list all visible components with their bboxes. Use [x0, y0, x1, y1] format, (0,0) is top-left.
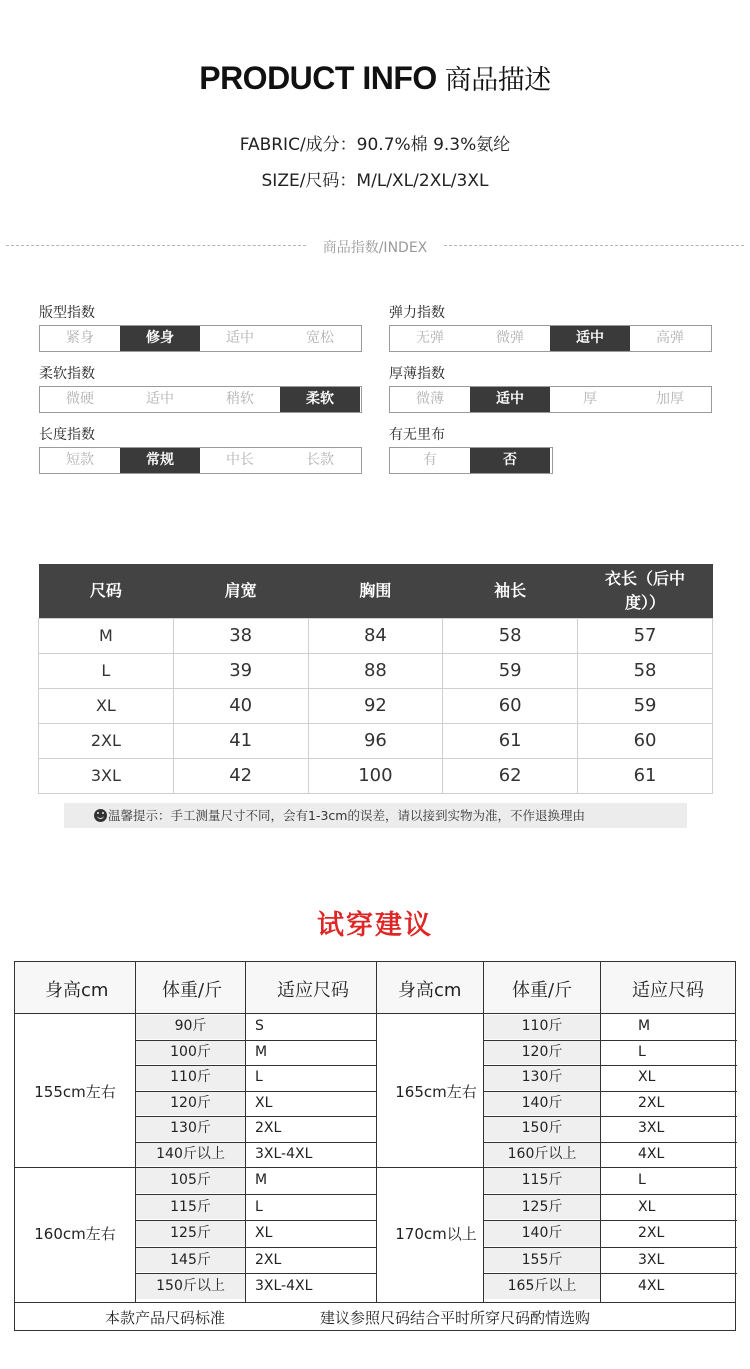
- rec-header-cell: 身高cm: [45, 980, 109, 1001]
- rec-size-cell: L: [638, 1172, 646, 1188]
- rec-weight-cell: 115斤: [136, 1195, 245, 1220]
- rec-row-line: [135, 1091, 376, 1092]
- rec-row-line: [135, 1116, 376, 1117]
- index-option: 适中: [146, 391, 174, 407]
- index-option: 微硬: [66, 391, 94, 407]
- page-title: [0, 58, 750, 97]
- size-table-row: [39, 653, 713, 688]
- size-table-cell: 84: [308, 618, 443, 653]
- product-info-header: [0, 58, 750, 97]
- index-label: 长度指数: [39, 427, 95, 443]
- rec-height-cell: 165cm左右: [395, 1082, 477, 1101]
- size-table-cell: M: [39, 618, 174, 653]
- index-option-selected: 否: [470, 448, 550, 473]
- size-table-cell: 100: [308, 758, 443, 793]
- measurement-tip: [64, 803, 687, 828]
- size-table-cell: 59: [578, 688, 713, 723]
- index-indicator: [39, 303, 362, 352]
- title-cn: 商品描述: [444, 65, 551, 96]
- index-option: 高弹: [656, 330, 684, 346]
- rec-header-cell: 体重/斤: [162, 980, 223, 1001]
- index-option: 无弹: [416, 330, 444, 346]
- size-table-cell: 62: [443, 758, 578, 793]
- index-label: 弹力指数: [389, 305, 445, 321]
- index-scale: [39, 386, 362, 413]
- size-table-cell: 60: [443, 688, 578, 723]
- rec-row-line: [483, 1065, 737, 1066]
- size-table-header: 胸围: [308, 564, 443, 618]
- rec-weight-cell: 105斤: [136, 1168, 245, 1193]
- rec-header-cell: 适应尺码: [277, 980, 349, 1001]
- rec-footer-right: 建议参照尺码结合平时所穿尺码酌情选购: [320, 1309, 591, 1327]
- try-on-title: 试穿建议: [317, 910, 433, 941]
- index-option: 稍软: [226, 391, 254, 407]
- size-table-row: [39, 688, 713, 723]
- rec-weight-cell: 110斤: [136, 1066, 245, 1090]
- rec-row-line: [135, 1247, 376, 1248]
- rec-row-line: [135, 1220, 376, 1221]
- size-table-cell: 2XL: [39, 723, 174, 758]
- rec-size-cell: M: [255, 1043, 268, 1060]
- rec-weight-cell: 90斤: [136, 1015, 245, 1039]
- index-scale: [389, 447, 553, 474]
- size-table-cell: 40: [173, 688, 308, 723]
- index-option: 中长: [226, 452, 254, 468]
- size-table-cell: 88: [308, 653, 443, 688]
- size-table-cell: 41: [173, 723, 308, 758]
- index-option: 微弹: [496, 330, 524, 346]
- index-option-selected: 柔软: [280, 387, 360, 412]
- rec-size-cell: 2XL: [255, 1120, 282, 1136]
- rec-column-line: [376, 962, 377, 1302]
- rec-weight-cell: 150斤: [484, 1117, 600, 1141]
- rec-column-line: [245, 962, 246, 1302]
- rec-weight-cell: 140斤以上: [136, 1143, 245, 1167]
- rec-size-cell: M: [255, 1172, 268, 1188]
- size-table-row: [39, 723, 713, 758]
- rec-row-line: [483, 1273, 737, 1274]
- index-option: 紧身: [66, 330, 94, 346]
- size-table-header: 肩宽: [173, 564, 308, 618]
- rec-size-cell: L: [255, 1069, 263, 1085]
- rec-size-cell: XL: [638, 1198, 656, 1215]
- rec-weight-cell: 150斤以上: [136, 1274, 245, 1299]
- index-scale: [39, 447, 362, 474]
- index-indicator: [389, 303, 712, 352]
- rec-size-cell: 2XL: [638, 1225, 665, 1241]
- rec-height-cell: 170cm以上: [395, 1225, 477, 1244]
- rec-size-cell: S: [255, 1018, 264, 1034]
- size-table: [38, 564, 713, 794]
- rec-size-cell: 3XL: [638, 1120, 665, 1136]
- rec-weight-cell: 140斤: [484, 1221, 600, 1246]
- size-table-header-row: [39, 564, 713, 618]
- rec-size-cell: L: [255, 1198, 263, 1215]
- size-table-cell: 57: [578, 618, 713, 653]
- index-option: 有: [423, 452, 437, 468]
- rec-size-cell: 3XL-4XL: [255, 1145, 313, 1162]
- rec-size-cell: M: [638, 1018, 651, 1034]
- rec-size-cell: 4XL: [638, 1278, 665, 1294]
- rec-row-line: [135, 1273, 376, 1274]
- rec-row-line: [135, 1194, 376, 1195]
- index-option: 宽松: [306, 330, 334, 346]
- index-option: 短款: [66, 452, 94, 468]
- index-option-selected: 常规: [120, 448, 200, 473]
- rec-row-line: [483, 1142, 737, 1143]
- size-table-cell: 42: [173, 758, 308, 793]
- size-table-cell: 39: [173, 653, 308, 688]
- rec-size-cell: XL: [638, 1069, 656, 1085]
- rec-weight-cell: 115斤: [484, 1168, 600, 1193]
- rec-weight-cell: 130斤: [484, 1066, 600, 1090]
- index-scale: [39, 325, 362, 352]
- rec-height-cell: 160cm左右: [34, 1225, 116, 1244]
- index-label: 厚薄指数: [389, 366, 445, 382]
- rec-weight-cell: 145斤: [136, 1248, 245, 1273]
- size-table-cell: 3XL: [39, 758, 174, 793]
- rec-row-line: [483, 1116, 737, 1117]
- rec-row-line: [483, 1091, 737, 1092]
- index-scale: [389, 325, 712, 352]
- size-table-cell: 59: [443, 653, 578, 688]
- rec-weight-cell: 165斤以上: [484, 1274, 600, 1299]
- rec-weight-cell: 130斤: [136, 1117, 245, 1141]
- index-indicator: [389, 364, 712, 413]
- rec-header-cell: 身高cm: [398, 980, 462, 1001]
- index-option: 适中: [226, 330, 254, 346]
- rec-size-cell: XL: [255, 1225, 273, 1241]
- index-divider: [6, 236, 744, 256]
- rec-header-cell: 体重/斤: [512, 980, 573, 1001]
- smiley-icon: [94, 809, 107, 822]
- rec-column-line: [600, 962, 601, 1302]
- rec-size-cell: 3XL-4XL: [255, 1278, 313, 1294]
- rec-footer-left: 本款产品尺码标准: [105, 1309, 226, 1327]
- rec-size-cell: 3XL: [638, 1251, 665, 1268]
- rec-weight-cell: 155斤: [484, 1248, 600, 1273]
- rec-footer: [15, 1302, 735, 1330]
- size-table-row: [39, 618, 713, 653]
- index-option: 长款: [306, 452, 334, 468]
- rec-size-cell: XL: [255, 1094, 273, 1111]
- size-line: SIZE/尺码：M/L/XL/2XL/3XL: [261, 171, 489, 191]
- rec-header-row: [15, 962, 735, 1014]
- index-indicator: [39, 425, 362, 474]
- rec-row-line: [135, 1065, 376, 1066]
- rec-row-line: [483, 1247, 737, 1248]
- rec-row-line: [135, 1040, 376, 1041]
- rec-weight-cell: 140斤: [484, 1092, 600, 1116]
- size-table-cell: 61: [443, 723, 578, 758]
- rec-weight-cell: 120斤: [484, 1041, 600, 1065]
- size-table-cell: 92: [308, 688, 443, 723]
- rec-row-line: [483, 1040, 737, 1041]
- size-table-cell: 60: [578, 723, 713, 758]
- size-table-cell: 61: [578, 758, 713, 793]
- title-en: PRODUCT INFO: [199, 60, 437, 96]
- index-option: 厚: [583, 391, 597, 407]
- index-option: 微薄: [416, 391, 444, 407]
- size-table-cell: 58: [443, 618, 578, 653]
- index-option-selected: 修身: [120, 326, 200, 351]
- rec-weight-cell: 160斤以上: [484, 1143, 600, 1167]
- rec-header-cell: 适应尺码: [632, 980, 704, 1001]
- index-option: 加厚: [656, 391, 684, 407]
- rec-row-line: [483, 1194, 737, 1195]
- size-table-row: [39, 758, 713, 793]
- rec-weight-cell: 120斤: [136, 1092, 245, 1116]
- divider-label: 商品指数/INDEX: [322, 240, 428, 256]
- size-table-header: 袖长: [443, 564, 578, 618]
- rec-row-line: [483, 1220, 737, 1221]
- size-table-header-text: 衣长（后中度））: [605, 568, 686, 612]
- rec-size-cell: L: [638, 1043, 646, 1060]
- rec-height-cell: 155cm左右: [34, 1082, 116, 1101]
- size-table-cell: 96: [308, 723, 443, 758]
- index-label: 柔软指数: [39, 366, 95, 382]
- size-table-header: 尺码: [39, 564, 174, 618]
- size-table-cell: L: [39, 653, 174, 688]
- size-table-cell: 38: [173, 618, 308, 653]
- index-option-selected: 适中: [470, 387, 550, 412]
- rec-group-line: [15, 1167, 737, 1168]
- tip-text: 温馨提示：手工测量尺寸不同，会有1-3cm的误差，请以接到实物为准，不作退换理由: [108, 808, 585, 823]
- rec-size-cell: 2XL: [638, 1094, 665, 1111]
- rec-weight-cell: 125斤: [484, 1195, 600, 1220]
- fabric-line: FABRIC/成分：90.7%棉 9.3%氨纶: [239, 135, 511, 155]
- index-label: 有无里布: [389, 427, 445, 443]
- fit-recommendation-table: [14, 961, 736, 1331]
- rec-row-line: [135, 1142, 376, 1143]
- index-indicator: [39, 364, 362, 413]
- rec-weight-cell: 100斤: [136, 1041, 245, 1065]
- rec-size-cell: 4XL: [638, 1145, 665, 1162]
- size-table-header: [578, 564, 713, 618]
- index-scale: [389, 386, 712, 413]
- rec-weight-cell: 110斤: [484, 1015, 600, 1039]
- index-indicator: [389, 425, 712, 474]
- index-label: 版型指数: [39, 305, 95, 321]
- rec-weight-cell: 125斤: [136, 1221, 245, 1246]
- size-table-cell: XL: [39, 688, 174, 723]
- size-table-cell: 58: [578, 653, 713, 688]
- rec-size-cell: 2XL: [255, 1251, 282, 1268]
- divider-line-right: [444, 245, 744, 246]
- index-option-selected: 适中: [550, 326, 630, 351]
